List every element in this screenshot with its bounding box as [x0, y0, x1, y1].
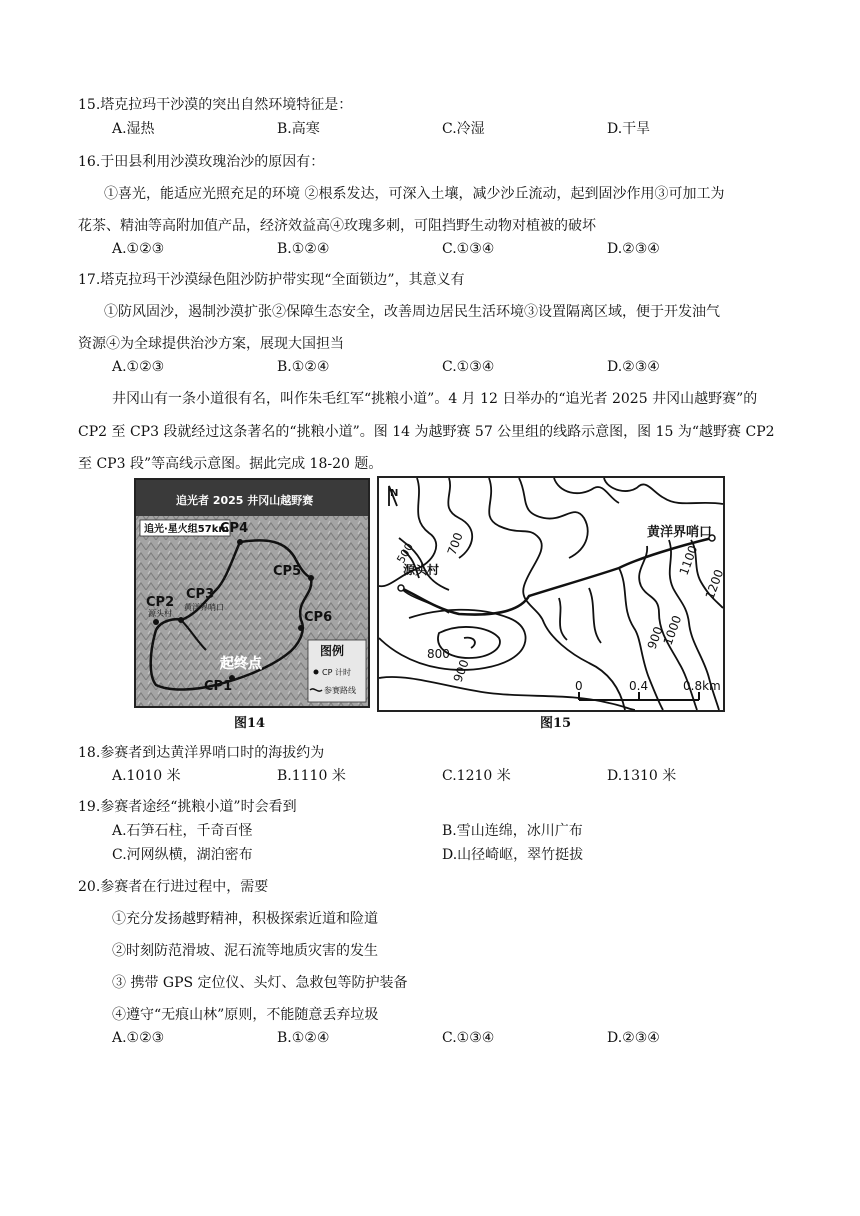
q18-option-b: B.1110 米 — [277, 768, 346, 784]
contour-label-800: 800 — [427, 647, 450, 661]
q18-option-a: A.1010 米 — [112, 768, 181, 784]
legend-cp-text: CP 计时 — [322, 668, 351, 677]
cp4-label: CP4 — [220, 521, 249, 536]
q18-option-d: D.1310 米 — [607, 768, 677, 784]
q16-stem: 16.于田县利用沙漠玫瑰治沙的原因有： — [78, 154, 325, 170]
contour-label-1100: 1100 — [676, 543, 701, 578]
yuantou-village-marker — [398, 585, 404, 591]
q20-item-2: ②时刻防范滑坡、泥石流等地质灾害的发生 — [112, 943, 378, 959]
q16-option-d: D.②③④ — [607, 241, 660, 257]
q20-option-a: A.①②③ — [112, 1030, 165, 1046]
q15-option-b: B.高寒 — [277, 121, 320, 137]
scale-label-0: 0 — [575, 679, 583, 693]
q19-option-d: D.山径崎岖，翠竹挺拔 — [442, 847, 584, 863]
q15-option-d: D.干旱 — [607, 121, 651, 137]
intro-line2: CP2 至 CP3 段就经过这条著名的“挑粮小道”。图 14 为越野赛 57 公里组的线路示意图，图 15 为“越野赛 CP2 — [78, 424, 775, 440]
figure-14-svg — [136, 480, 368, 706]
race-header-text: 追光者 2025 井冈山越野赛 — [176, 494, 314, 507]
cp2-sublabel: 源头村 — [148, 609, 172, 618]
q19-stem: 19.参赛者途经“挑粮小道”时会看到 — [78, 799, 297, 815]
legend-route-text: 参赛路线 — [324, 686, 356, 695]
q16-body-line1: ①喜光，能适应光照充足的环境 ②根系发达，可深入土壤，减少沙丘流动，起到固沙作用③可加工为 — [104, 186, 725, 202]
cp4-marker — [237, 539, 243, 545]
q17-option-b: B.①②④ — [277, 359, 330, 375]
q20-option-d: D.②③④ — [607, 1030, 660, 1046]
huangyangjie-label: 黄洋界哨口 — [647, 525, 713, 540]
q15-stem: 15.塔克拉玛干沙漠的突出自然环境特征是： — [78, 97, 353, 113]
contour-lines — [379, 478, 723, 710]
yuantou-village-label: 源头村 — [403, 563, 440, 577]
q17-body-line2: 资源④为全球提供治沙方案，展现大国担当 — [78, 336, 344, 352]
q20-item-3: ③ 携带 GPS 定位仪、头灯、急救包等防护装备 — [112, 975, 408, 991]
figure-15-contour-map — [377, 476, 725, 712]
cp3-sublabel: 黄洋界哨口 — [184, 603, 224, 612]
contour-label-1000: 1000 — [660, 613, 685, 648]
q20-stem: 20.参赛者在行进过程中，需要 — [78, 879, 269, 895]
cp1-label: CP1 — [204, 679, 233, 694]
cp2-label: CP2 — [146, 595, 175, 610]
cp3-label: CP3 — [186, 587, 215, 602]
q17-body-line1: ①防风固沙，遏制沙漠扩张②保障生态安全，改善周边居民生活环境③设置隔离区域，便于开发油气 — [104, 304, 720, 320]
q17-option-a: A.①②③ — [112, 359, 165, 375]
q15-option-c: C.冷湿 — [442, 121, 485, 137]
contour-label-500: 500 — [394, 540, 417, 566]
scale-label-2: 0.8km — [683, 679, 721, 693]
q17-option-c: C.①③④ — [442, 359, 495, 375]
q19-option-a: A.石笋石柱，千奇百怪 — [112, 823, 253, 839]
q20-option-b: B.①②④ — [277, 1030, 330, 1046]
start-finish-label: 起终点 — [220, 656, 262, 672]
intro-line1: 井冈山有一条小道很有名，叫作朱毛红军“挑粮小道”。4 月 12 日举办的“追光者 2025 井冈山越野赛”的 — [112, 391, 758, 407]
contour-label-700: 700 — [444, 530, 466, 558]
figure-15-svg — [379, 478, 727, 710]
cp6-label: CP6 — [304, 610, 333, 625]
cp6-marker — [298, 625, 304, 631]
q16-option-a: A.①②③ — [112, 241, 165, 257]
north-label: N — [390, 488, 399, 499]
q18-stem: 18.参赛者到达黄洋界哨口时的海拔约为 — [78, 745, 325, 761]
figure-15-caption: 图15 — [540, 716, 572, 731]
q17-option-d: D.②③④ — [607, 359, 660, 375]
q19-option-c: C.河网纵横，湖泊密布 — [112, 847, 253, 863]
scale-label-1: 0.4 — [629, 679, 649, 693]
q16-option-c: C.①③④ — [442, 241, 495, 257]
q19-option-b: B.雪山连绵，冰川广布 — [442, 823, 583, 839]
cp3-marker — [178, 617, 184, 623]
q20-item-4: ④遵守“无痕山林”原则，不能随意丢弃垃圾 — [112, 1007, 379, 1023]
cp5-marker — [308, 575, 314, 581]
legend-title: 图例 — [320, 644, 345, 658]
cp2-marker — [153, 619, 159, 625]
legend-cp-icon — [314, 670, 319, 675]
q20-item-1: ①充分发扬越野精神，积极探索近道和险道 — [112, 911, 378, 927]
contour-label-900-right: 900 — [644, 624, 666, 652]
q15-option-a: A.湿热 — [112, 121, 155, 137]
q17-stem: 17.塔克拉玛干沙漠绿色阻沙防护带实现“全面锁边”，其意义有 — [78, 272, 465, 288]
q20-option-c: C.①③④ — [442, 1030, 495, 1046]
q16-body-line2: 花茶、精油等高附加值产品，经济效益高④玫瑰多刺，可阻挡野生动物对植被的破坏 — [78, 218, 596, 234]
cp5-label: CP5 — [273, 564, 302, 579]
group-label: 追光·星火组57km — [144, 524, 229, 535]
intro-line3: 至 CP3 段”等高线示意图。据此完成 18-20 题。 — [78, 456, 383, 472]
q18-option-c: C.1210 米 — [442, 768, 511, 784]
figure-14-caption: 图14 — [234, 716, 266, 731]
contour-label-900-left: 900 — [450, 657, 472, 685]
q16-option-b: B.①②④ — [277, 241, 330, 257]
contour-label-1200: 1200 — [702, 567, 727, 602]
figure-14-map — [134, 478, 370, 708]
